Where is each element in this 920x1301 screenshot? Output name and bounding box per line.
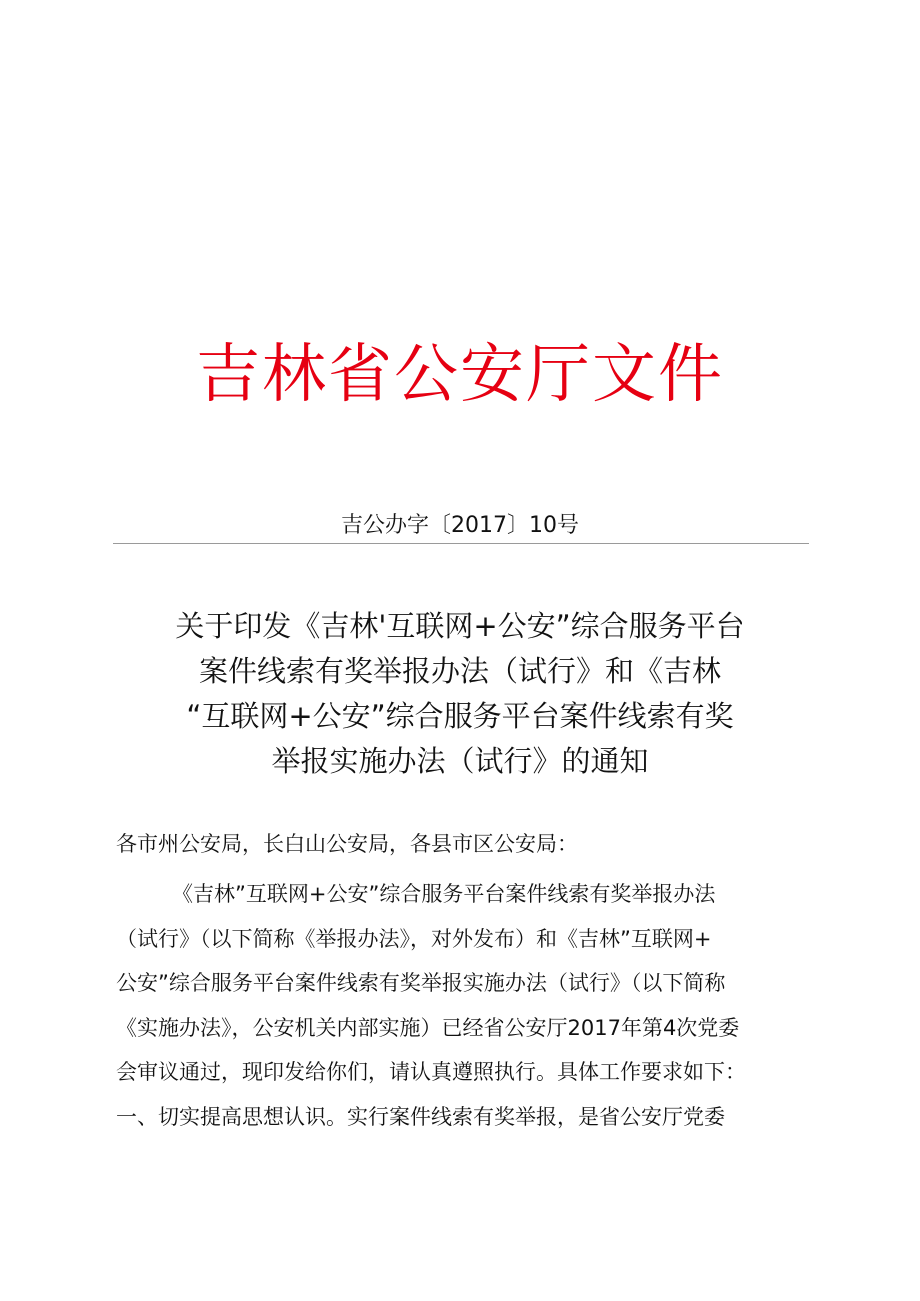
body-line: （试行》（以下简称《举报办法》，对外发布）和《吉林”互联网+ xyxy=(116,926,712,951)
document-title-line: “互联网+公安”综合服务平台案件线索有奖 xyxy=(186,699,734,733)
salutation: 各市州公安局，长白山公安局，各县市区公安局： xyxy=(116,832,578,856)
document-title-line: 关于印发《吉林'互联网+公安”综合服务平台 xyxy=(175,609,745,643)
header-separator-line xyxy=(113,543,809,544)
document-title-line: 举报实施办法（试行》的通知 xyxy=(271,744,649,778)
body-line: 《吉林”互联网+公安”综合服务平台案件线索有奖举报办法 xyxy=(172,882,716,906)
body-paragraph xyxy=(116,872,816,1139)
document-title-line: 案件线索有奖举报办法（试行》和《吉林 xyxy=(198,654,721,688)
document-header-title: 吉林省公安厅文件 xyxy=(196,338,724,412)
body-line: 公安”综合服务平台案件线索有奖举报实施办法（试行》（以下简称 xyxy=(116,971,726,995)
document-title xyxy=(100,604,820,784)
body-line: 一、切实提高思想认识。实行案件线索有奖举报，是省公安厅党委 xyxy=(116,1104,725,1129)
body-line: 会审议通过，现印发给你们，请认真遵照执行。具体工作要求如下： xyxy=(116,1060,746,1084)
document-number: 吉公办字〔2017〕10号 xyxy=(341,513,579,538)
body-line: 《实施办法》，公安机关内部实施）已经省公安厅2017年第4次党委 xyxy=(116,1015,740,1040)
